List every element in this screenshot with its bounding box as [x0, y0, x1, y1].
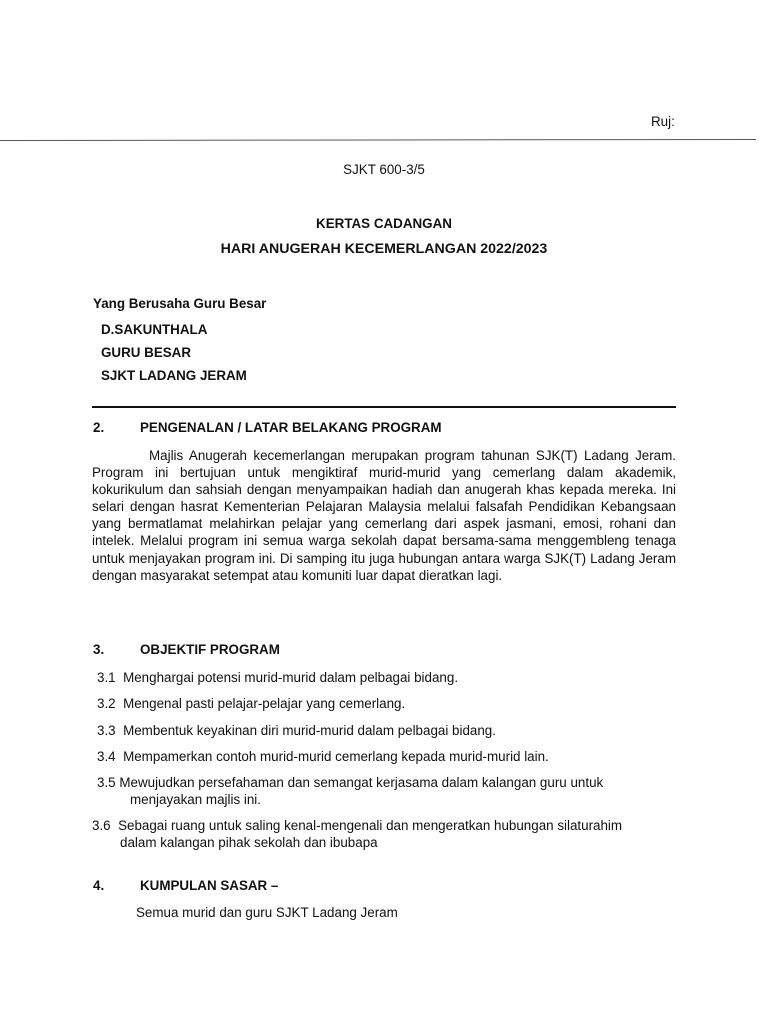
section-3-number: 3. [93, 642, 105, 657]
objective-text: Mengenal pasti pelajar-pelajar yang cemerlang. [123, 696, 406, 711]
objective-item [97, 748, 676, 765]
objective-item [92, 817, 682, 851]
objective-text: Mewujudkan persefahaman dan semangat kerjasama dalam kalangan guru untuk [119, 775, 604, 790]
section-4-title: KUMPULAN SASAR – [140, 878, 279, 893]
objective-text: Membentuk keyakinan diri murid-murid dalam pelbagai bidang. [123, 723, 496, 738]
objective-label: 3.3 [97, 723, 116, 738]
objective-label: 3.4 [97, 749, 116, 764]
section-2-title: PENGENALAN / LATAR BELAKANG PROGRAM [140, 420, 442, 435]
section-3-title: OBJEKTIF PROGRAM [140, 642, 280, 657]
document-title: KERTAS CADANGAN [316, 216, 452, 231]
header-rule [0, 139, 756, 141]
objective-item [97, 669, 676, 686]
section-2-number: 2. [93, 420, 105, 435]
objective-label: 3.1 [97, 670, 116, 685]
addressee-greeting: Yang Berusaha Guru Besar [93, 296, 267, 311]
objective-label: 3.2 [97, 696, 116, 711]
objective-text: Mempamerkan contoh murid-murid cemerlang kepada murid-murid lain. [123, 749, 549, 764]
section-2-body [92, 447, 676, 584]
addressee-position: GURU BESAR [101, 345, 192, 360]
section-2-text: Majlis Anugerah kecemerlangan merupakan program tahunan SJK(T) Ladang Jeram. Program ini bertujuan untuk mengiktiraf murid-murid yang cemerlang dalam akademik, kokurikulum dan sahsiah dengan menyampaikan hadiah dan anugerah khas kepada mereka. Ini selari dengan hasrat Kementerian Pelajaran Malaysia melalui falsafah Pendidikan Kebangsaan yang bermatlamat melahirkan pelajar yang cemerlang dari aspek jasmani, emosi, rohani dan intelek. Melalui program ini semua warga sekolah dapat bersama-sama menggembleng tenaga untuk menjayakan program ini. Di samping itu juga hubungan antara warga SJK(T) Ladang Jeram dengan masyarakat setempat atau komuniti luar dapat dieratkan lagi. [92, 448, 676, 583]
objective-label: 3.6 [92, 818, 111, 833]
addressee-name: D.SAKUNTHALA [101, 322, 208, 337]
objective-label: 3.5 [97, 775, 116, 790]
objective-text-continued: dalam kalangan pihak sekolah dan ibubapa [120, 835, 378, 850]
objective-item [97, 695, 676, 712]
section-4-number: 4. [93, 878, 105, 893]
reference-label: Ruj: [651, 114, 675, 129]
objective-text: Sebagai ruang untuk saling kenal-mengenali dan mengeratkan hubungan silaturahim [118, 818, 623, 833]
objective-item [97, 722, 676, 739]
objective-item [97, 774, 676, 808]
addressee-school: SJKT LADANG JERAM [101, 368, 247, 383]
section-4-body: Semua murid dan guru SJKT Ladang Jeram [136, 905, 398, 920]
objective-text: Menghargai potensi murid-murid dalam pelbagai bidang. [123, 670, 459, 685]
objective-text-continued: menjayakan majlis ini. [130, 792, 261, 807]
document-subtitle: HARI ANUGERAH KECEMERLANGAN 2022/2023 [220, 241, 548, 257]
file-reference: SJKT 600-3/5 [343, 162, 425, 177]
section-divider [92, 406, 676, 408]
